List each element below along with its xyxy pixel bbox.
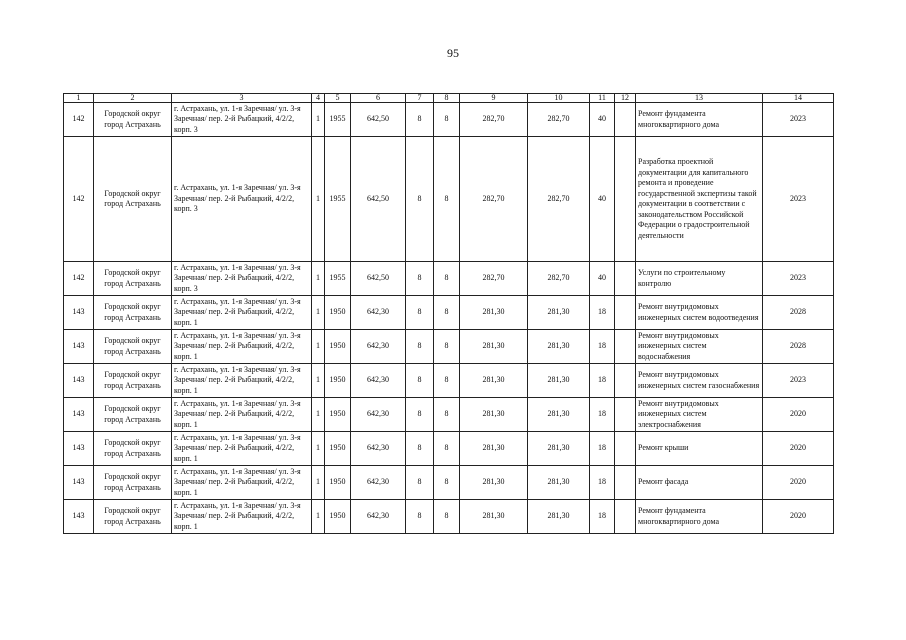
cell-col12 — [615, 330, 636, 364]
column-header: 6 — [351, 94, 406, 103]
column-header: 11 — [590, 94, 615, 103]
cell-col7: 8 — [406, 262, 434, 296]
work-type-cell: Ремонт фундамента многоквартирного дома — [636, 500, 763, 534]
cell-col4: 1 — [312, 330, 325, 364]
row-number-cell: 143 — [64, 398, 94, 432]
cell-col8: 8 — [434, 500, 460, 534]
plan-year-cell: 2028 — [763, 296, 834, 330]
plan-year-cell: 2023 — [763, 262, 834, 296]
cell-col7: 8 — [406, 103, 434, 137]
address-cell: г. Астрахань, ул. 1-я Заречная/ ул. 3-я Заречная/ пер. 2-й Рыбацкий, 4/2/2, корп. 1 — [172, 398, 312, 432]
cell-col10: 281,30 — [528, 466, 590, 500]
address-cell: г. Астрахань, ул. 1-я Заречная/ ул. 3-я Заречная/ пер. 2-й Рыбацкий, 4/2/2, корп. 3 — [172, 137, 312, 262]
cell-col8: 8 — [434, 330, 460, 364]
year-cell: 1955 — [325, 262, 351, 296]
address-cell: г. Астрахань, ул. 1-я Заречная/ ул. 3-я Заречная/ пер. 2-й Рыбацкий, 4/2/2, корп. 1 — [172, 364, 312, 398]
work-type-cell: Ремонт фасада — [636, 466, 763, 500]
area-cell: 642,50 — [351, 137, 406, 262]
row-number-cell: 143 — [64, 364, 94, 398]
column-header: 13 — [636, 94, 763, 103]
cell-col10: 282,70 — [528, 137, 590, 262]
cell-col10: 281,30 — [528, 296, 590, 330]
cell-col8: 8 — [434, 137, 460, 262]
municipality-cell: Городской округ город Астрахань — [94, 364, 172, 398]
cell-col10: 281,30 — [528, 500, 590, 534]
cell-col12 — [615, 398, 636, 432]
table-row — [64, 262, 834, 296]
address-cell: г. Астрахань, ул. 1-я Заречная/ ул. 3-я Заречная/ пер. 2-й Рыбацкий, 4/2/2, корп. 3 — [172, 103, 312, 137]
cell-col10: 281,30 — [528, 330, 590, 364]
cell-col9: 282,70 — [460, 137, 528, 262]
area-cell: 642,30 — [351, 466, 406, 500]
table-row — [64, 364, 834, 398]
area-cell: 642,30 — [351, 500, 406, 534]
row-number-cell: 143 — [64, 432, 94, 466]
cell-col11: 40 — [590, 103, 615, 137]
municipality-cell: Городской округ город Астрахань — [94, 296, 172, 330]
cell-col7: 8 — [406, 466, 434, 500]
cell-col9: 282,70 — [460, 262, 528, 296]
plan-year-cell: 2023 — [763, 364, 834, 398]
cell-col8: 8 — [434, 262, 460, 296]
cell-col7: 8 — [406, 296, 434, 330]
cell-col12 — [615, 296, 636, 330]
plan-year-cell: 2023 — [763, 103, 834, 137]
cell-col9: 281,30 — [460, 466, 528, 500]
cell-col4: 1 — [312, 500, 325, 534]
address-cell: г. Астрахань, ул. 1-я Заречная/ ул. 3-я Заречная/ пер. 2-й Рыбацкий, 4/2/2, корп. 1 — [172, 432, 312, 466]
column-header: 1 — [64, 94, 94, 103]
municipality-cell: Городской округ город Астрахань — [94, 262, 172, 296]
cell-col11: 18 — [590, 296, 615, 330]
cell-col8: 8 — [434, 466, 460, 500]
row-number-cell: 143 — [64, 466, 94, 500]
cell-col7: 8 — [406, 137, 434, 262]
cell-col7: 8 — [406, 398, 434, 432]
area-cell: 642,30 — [351, 432, 406, 466]
work-type-cell: Ремонт внутридомовых инженерных систем газоснабжения — [636, 364, 763, 398]
address-cell: г. Астрахань, ул. 1-я Заречная/ ул. 3-я Заречная/ пер. 2-й Рыбацкий, 4/2/2, корп. 1 — [172, 296, 312, 330]
cell-col8: 8 — [434, 103, 460, 137]
cell-col9: 281,30 — [460, 364, 528, 398]
column-header: 9 — [460, 94, 528, 103]
year-cell: 1950 — [325, 432, 351, 466]
table-row — [64, 466, 834, 500]
column-header: 5 — [325, 94, 351, 103]
row-number-cell: 143 — [64, 330, 94, 364]
cell-col10: 281,30 — [528, 364, 590, 398]
work-type-cell: Ремонт фундамента многоквартирного дома — [636, 103, 763, 137]
municipality-cell: Городской округ город Астрахань — [94, 103, 172, 137]
table-body — [64, 94, 834, 534]
area-cell: 642,50 — [351, 262, 406, 296]
work-type-cell: Разработка проектной документации для капитального ремонта и проведение государственной экспертизы такой документации в соответствии с законодательством Российской Федерации о градостроительной деятельности — [636, 137, 763, 262]
area-cell: 642,30 — [351, 296, 406, 330]
cell-col7: 8 — [406, 330, 434, 364]
year-cell: 1950 — [325, 330, 351, 364]
address-cell: г. Астрахань, ул. 1-я Заречная/ ул. 3-я Заречная/ пер. 2-й Рыбацкий, 4/2/2, корп. 1 — [172, 330, 312, 364]
municipality-cell: Городской округ город Астрахань — [94, 500, 172, 534]
row-number-cell: 142 — [64, 262, 94, 296]
year-cell: 1950 — [325, 398, 351, 432]
row-number-cell: 143 — [64, 296, 94, 330]
work-type-cell: Услуги по строительному контролю — [636, 262, 763, 296]
header-row — [64, 94, 834, 103]
year-cell: 1950 — [325, 296, 351, 330]
cell-col10: 282,70 — [528, 103, 590, 137]
cell-col7: 8 — [406, 500, 434, 534]
cell-col9: 281,30 — [460, 432, 528, 466]
cell-col9: 281,30 — [460, 330, 528, 364]
plan-year-cell: 2028 — [763, 330, 834, 364]
cell-col10: 282,70 — [528, 262, 590, 296]
cell-col8: 8 — [434, 398, 460, 432]
column-header: 2 — [94, 94, 172, 103]
cell-col8: 8 — [434, 432, 460, 466]
area-cell: 642,30 — [351, 364, 406, 398]
cell-col12 — [615, 364, 636, 398]
municipality-cell: Городской округ город Астрахань — [94, 137, 172, 262]
table-row — [64, 103, 834, 137]
cell-col12 — [615, 137, 636, 262]
cell-col11: 18 — [590, 432, 615, 466]
municipality-cell: Городской округ город Астрахань — [94, 466, 172, 500]
column-header: 12 — [615, 94, 636, 103]
cell-col4: 1 — [312, 432, 325, 466]
work-type-cell: Ремонт внутридомовых инженерных систем водоотведения — [636, 296, 763, 330]
table-row — [64, 296, 834, 330]
municipality-cell: Городской округ город Астрахань — [94, 432, 172, 466]
cell-col4: 1 — [312, 137, 325, 262]
page-number: 95 — [447, 46, 459, 60]
cell-col9: 282,70 — [460, 103, 528, 137]
municipality-cell: Городской округ город Астрахань — [94, 330, 172, 364]
column-header: 3 — [172, 94, 312, 103]
cell-col10: 281,30 — [528, 398, 590, 432]
year-cell: 1955 — [325, 103, 351, 137]
cell-col11: 40 — [590, 262, 615, 296]
year-cell: 1950 — [325, 500, 351, 534]
column-header: 10 — [528, 94, 590, 103]
cell-col4: 1 — [312, 466, 325, 500]
area-cell: 642,50 — [351, 103, 406, 137]
cell-col11: 18 — [590, 398, 615, 432]
plan-year-cell: 2020 — [763, 398, 834, 432]
year-cell: 1950 — [325, 466, 351, 500]
cell-col12 — [615, 262, 636, 296]
column-header: 14 — [763, 94, 834, 103]
table-row — [64, 137, 834, 262]
cell-col4: 1 — [312, 103, 325, 137]
plan-year-cell: 2023 — [763, 137, 834, 262]
area-cell: 642,30 — [351, 398, 406, 432]
cell-col11: 18 — [590, 466, 615, 500]
cell-col11: 40 — [590, 137, 615, 262]
year-cell: 1950 — [325, 364, 351, 398]
cell-col12 — [615, 500, 636, 534]
municipality-cell: Городской округ город Астрахань — [94, 398, 172, 432]
cell-col11: 18 — [590, 364, 615, 398]
cell-col7: 8 — [406, 432, 434, 466]
cell-col8: 8 — [434, 296, 460, 330]
area-cell: 642,30 — [351, 330, 406, 364]
table-row — [64, 500, 834, 534]
column-header: 4 — [312, 94, 325, 103]
year-cell: 1955 — [325, 137, 351, 262]
plan-year-cell: 2020 — [763, 432, 834, 466]
row-number-cell: 142 — [64, 103, 94, 137]
plan-year-cell: 2020 — [763, 466, 834, 500]
cell-col8: 8 — [434, 364, 460, 398]
cell-col12 — [615, 103, 636, 137]
table-row — [64, 330, 834, 364]
row-number-cell: 142 — [64, 137, 94, 262]
column-header: 8 — [434, 94, 460, 103]
address-cell: г. Астрахань, ул. 1-я Заречная/ ул. 3-я Заречная/ пер. 2-й Рыбацкий, 4/2/2, корп. 1 — [172, 500, 312, 534]
cell-col10: 281,30 — [528, 432, 590, 466]
cell-col4: 1 — [312, 364, 325, 398]
repair-program-table — [63, 93, 834, 534]
table-row — [64, 432, 834, 466]
address-cell: г. Астрахань, ул. 1-я Заречная/ ул. 3-я Заречная/ пер. 2-й Рыбацкий, 4/2/2, корп. 1 — [172, 466, 312, 500]
cell-col11: 18 — [590, 330, 615, 364]
cell-col9: 281,30 — [460, 398, 528, 432]
cell-col7: 8 — [406, 364, 434, 398]
table-row — [64, 398, 834, 432]
work-type-cell: Ремонт внутридомовых инженерных систем водоснабжения — [636, 330, 763, 364]
work-type-cell: Ремонт внутридомовых инженерных систем электроснабжения — [636, 398, 763, 432]
cell-col9: 281,30 — [460, 296, 528, 330]
address-cell: г. Астрахань, ул. 1-я Заречная/ ул. 3-я Заречная/ пер. 2-й Рыбацкий, 4/2/2, корп. 3 — [172, 262, 312, 296]
cell-col9: 281,30 — [460, 500, 528, 534]
row-number-cell: 143 — [64, 500, 94, 534]
cell-col4: 1 — [312, 398, 325, 432]
cell-col4: 1 — [312, 296, 325, 330]
column-header: 7 — [406, 94, 434, 103]
plan-year-cell: 2020 — [763, 500, 834, 534]
cell-col12 — [615, 466, 636, 500]
cell-col4: 1 — [312, 262, 325, 296]
cell-col12 — [615, 432, 636, 466]
work-type-cell: Ремонт крыши — [636, 432, 763, 466]
cell-col11: 18 — [590, 500, 615, 534]
